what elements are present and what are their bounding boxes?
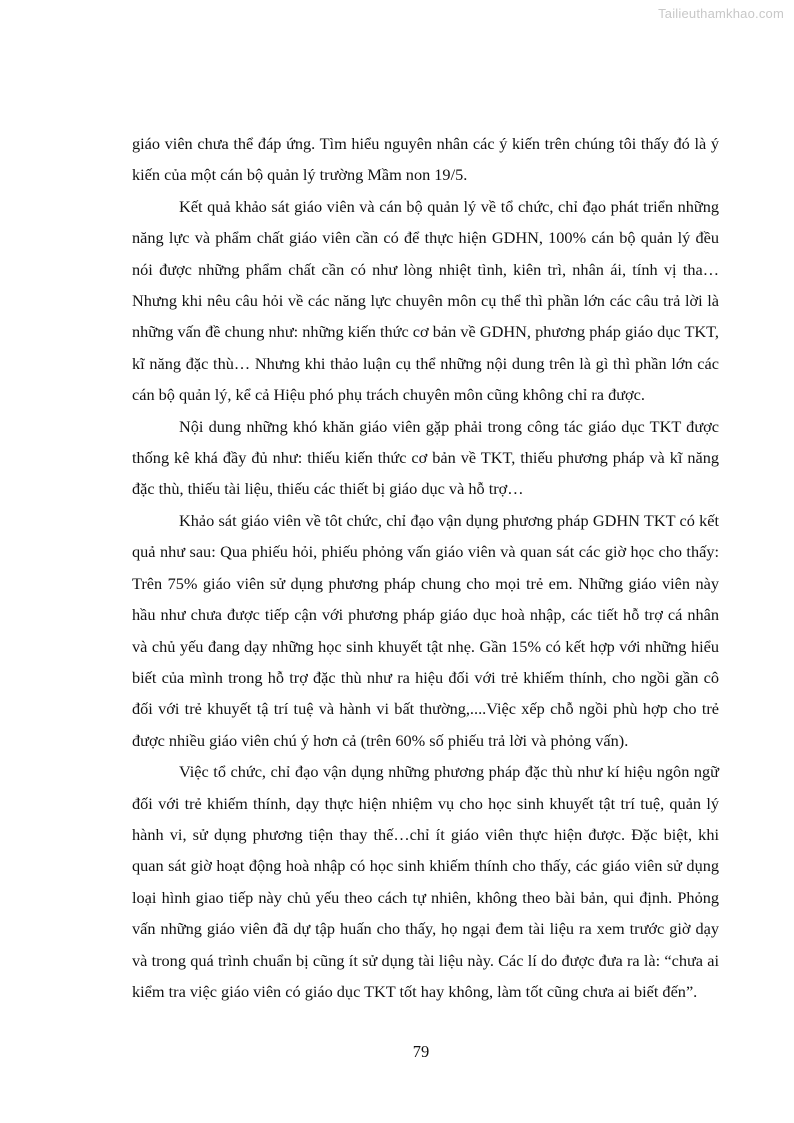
- paragraph-methods-survey: Khảo sát giáo viên về tôt chức, chỉ đạo vận dụng phương pháp GDHN TKT có kết quả như sau: Qua phiếu hỏi, phiếu phỏng vấn giáo viên và quan sát các giờ học cho thấy: Trên 75% giáo viên sử dụng phương pháp chung cho mọi trẻ em. Những giáo viên này hầu như chưa được tiếp cận với phương pháp giáo dục hoà nhập, các tiết hỗ trợ cá nhân và chủ yếu đang dạy những học sinh khuyết tật nhẹ. Gần 15% có kết hợp với những hiểu biết của mình trong hỗ trợ đặc thù như ra hiệu đối với trẻ khiếm thính, cho ngồi gần cô đối với trẻ khuyết tậ trí tuệ và hành vi bất thường,....Việc xếp chỗ ngồi phù hợp cho trẻ được nhiều giáo viên chú ý hơn cả (trên 60% số phiếu trả lời và phỏng vấn).: [132, 510, 719, 750]
- document-body: [132, 128, 719, 1007]
- watermark: Tailieuthamkhao.com: [658, 6, 784, 21]
- paragraph-difficulties: Nội dung những khó khăn giáo viên gặp phải trong công tác giáo dục TKT được thống kê khá đầy đủ như: thiếu kiến thức cơ bản về TKT, thiếu phương pháp và kĩ năng đặc thù, thiếu tài liệu, thiếu các thiết bị giáo dục và hỗ trợ…: [132, 416, 719, 499]
- paragraph-continuation: giáo viên chưa thể đáp ứng. Tìm hiểu nguyên nhân các ý kiến trên chúng tôi thấy đó là ý kiến của một cán bộ quản lý trường Mầm non 19/5.: [132, 134, 719, 185]
- paragraph-survey-results: Kết quả khảo sát giáo viên và cán bộ quản lý về tổ chức, chỉ đạo phát triển những năng lực và phẩm chất giáo viên cần có để thực hiện GDHN, 100% cán bộ quản lý đều nói được những phẩm chất cần có như lòng nhiệt tình, kiên trì, nhân ái, tính vị tha…Nhưng khi nêu câu hỏi về các năng lực chuyên môn cụ thể thì phần lớn các câu trả lời là những vấn đề chung như: những kiến thức cơ bản về GDHN, phương pháp giáo dục TKT, kĩ năng đặc thù… Nhưng khi thảo luận cụ thể những nội dung trên là gì thì phần lớn các cán bộ quản lý, kể cả Hiệu phó phụ trách chuyên môn cũng không chỉ ra được.: [132, 196, 719, 405]
- paragraph-special-methods: Việc tổ chức, chỉ đạo vận dụng những phương pháp đặc thù như kí hiệu ngôn ngữ đối với trẻ khiếm thính, dạy thực hiện nhiệm vụ cho học sinh khuyết tật trí tuệ, quản lý hành vi, sử dụng phương tiện thay thế…chỉ ít giáo viên thực hiện được. Đặc biệt, khi quan sát giờ hoạt động hoà nhập có học sinh khiếm thính cho thấy, các giáo viên sử dụng loại hình giao tiếp này chủ yếu theo cách tự nhiên, không theo bài bản, qui định. Phỏng vấn những giáo viên đã dự tập huấn cho thấy, họ ngại đem tài liệu ra xem trước giờ dạy và trong quá trình chuẩn bị cũng ít sử dụng tài liệu này. Các lí do được đưa ra là: “chưa ai kiểm tra việc giáo viên có giáo dục TKT tốt hay không, làm tốt cũng chưa ai biết đến”.: [132, 762, 719, 1001]
- page-number: 79: [412, 1042, 430, 1061]
